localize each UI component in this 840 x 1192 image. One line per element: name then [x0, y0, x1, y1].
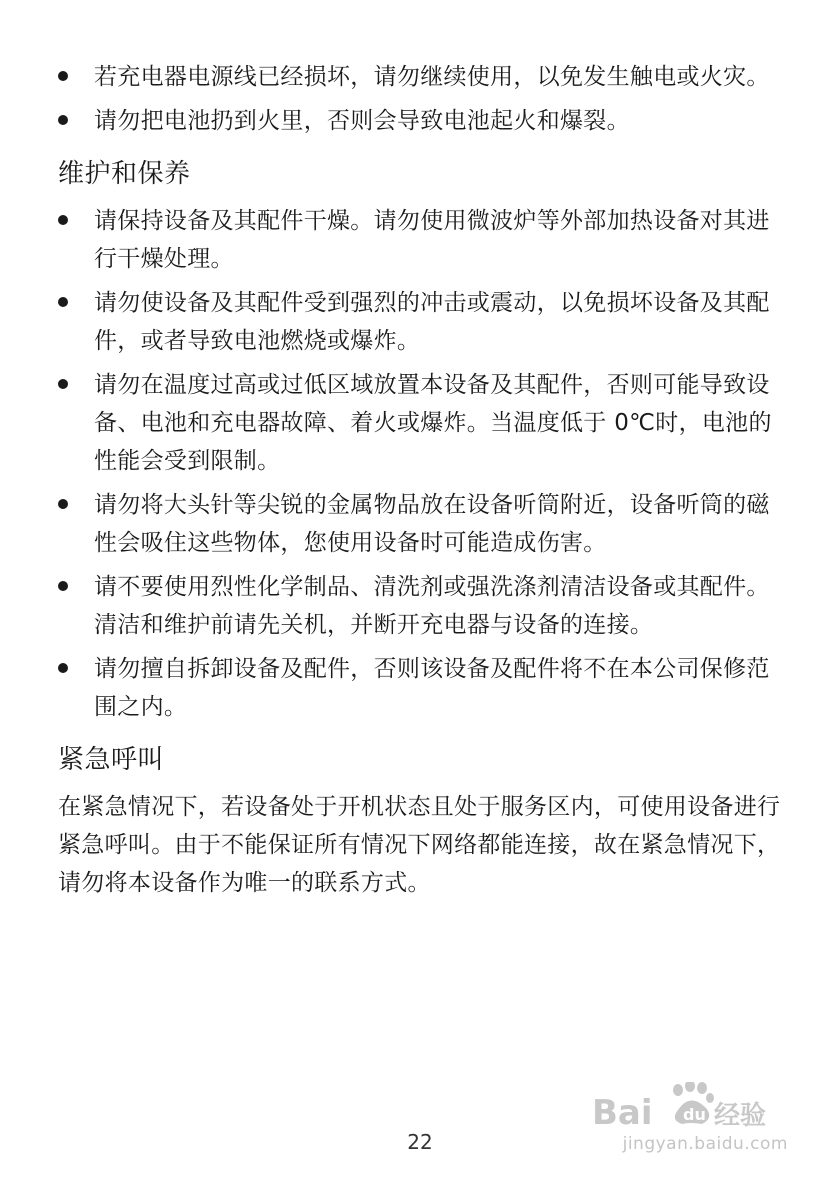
baidu-jingyan-logo: [592, 1082, 788, 1130]
watermark-url: jingyan.baidu.com: [622, 1134, 788, 1154]
svg-text:du: du: [683, 1105, 706, 1124]
manual-page: [58, 58, 786, 902]
list-item-text: 请保持设备及其配件干燥。请勿使用微波炉等外部加热设备对其进行干燥处理。: [94, 208, 770, 272]
bullet-dot-icon: [58, 297, 68, 307]
emergency-heading: 紧急呼叫: [58, 745, 165, 775]
list-item-text: 请不要使用烈性化学制品、清洗剂或强洗涤剂清洁设备或其配件。清洁和维护前请先关机，并断开充电器与设备的连接。: [94, 574, 770, 638]
list-item: [58, 486, 786, 562]
bullet-dot-icon: [58, 115, 68, 125]
page-number: 22: [407, 1130, 433, 1154]
list-item-text: 请勿把电池扔到火里，否则会导致电池起火和爆裂。: [94, 108, 630, 134]
emergency-paragraph: 在紧急情况下，若设备处于开机状态且处于服务区内，可使用设备进行紧急呼叫。由于不能保证所有情况下网络都能连接，故在紧急情况下，请勿将本设备作为唯一的联系方式。: [58, 794, 781, 896]
list-item: [58, 568, 786, 644]
svg-text:经验: 经验: [714, 1101, 767, 1130]
list-item: [58, 58, 786, 96]
maintenance-heading: 维护和保养: [58, 159, 191, 189]
list-item: [58, 202, 786, 278]
bullet-dot-icon: [58, 663, 68, 673]
bullet-dot-icon: [58, 215, 68, 225]
bullet-dot-icon: [58, 379, 68, 389]
bullet-dot-icon: [58, 499, 68, 509]
bullet-dot-icon: [58, 71, 68, 81]
maintenance-list: [58, 202, 786, 726]
safety-list: [58, 58, 786, 140]
baidu-jingyan-watermark: [592, 1068, 788, 1164]
list-item: [58, 102, 786, 140]
list-item-text: 若充电器电源线已经损坏，请勿继续使用，以免发生触电或火灾。: [94, 64, 770, 90]
list-item: [58, 284, 786, 360]
list-item-text: 请勿在温度过高或过低区域放置本设备及其配件，否则可能导致设备、电池和充电器故障、着火或爆炸。当温度低于 0℃时，电池的性能会受到限制。: [94, 372, 772, 474]
list-item: [58, 650, 786, 726]
list-item-text: 请勿擅自拆卸设备及配件，否则该设备及配件将不在本公司保修范围之内。: [94, 656, 770, 720]
list-item: [58, 366, 786, 480]
list-item-text: 请勿使设备及其配件受到强烈的冲击或震动，以免损坏设备及其配件，或者导致电池燃烧或爆炸。: [94, 290, 770, 354]
list-item-text: 请勿将大头针等尖锐的金属物品放在设备听筒附近，设备听筒的磁性会吸住这些物体，您使用设备时可能造成伤害。: [94, 492, 770, 556]
svg-text:Bai: Bai: [592, 1093, 653, 1130]
bullet-dot-icon: [58, 581, 68, 591]
